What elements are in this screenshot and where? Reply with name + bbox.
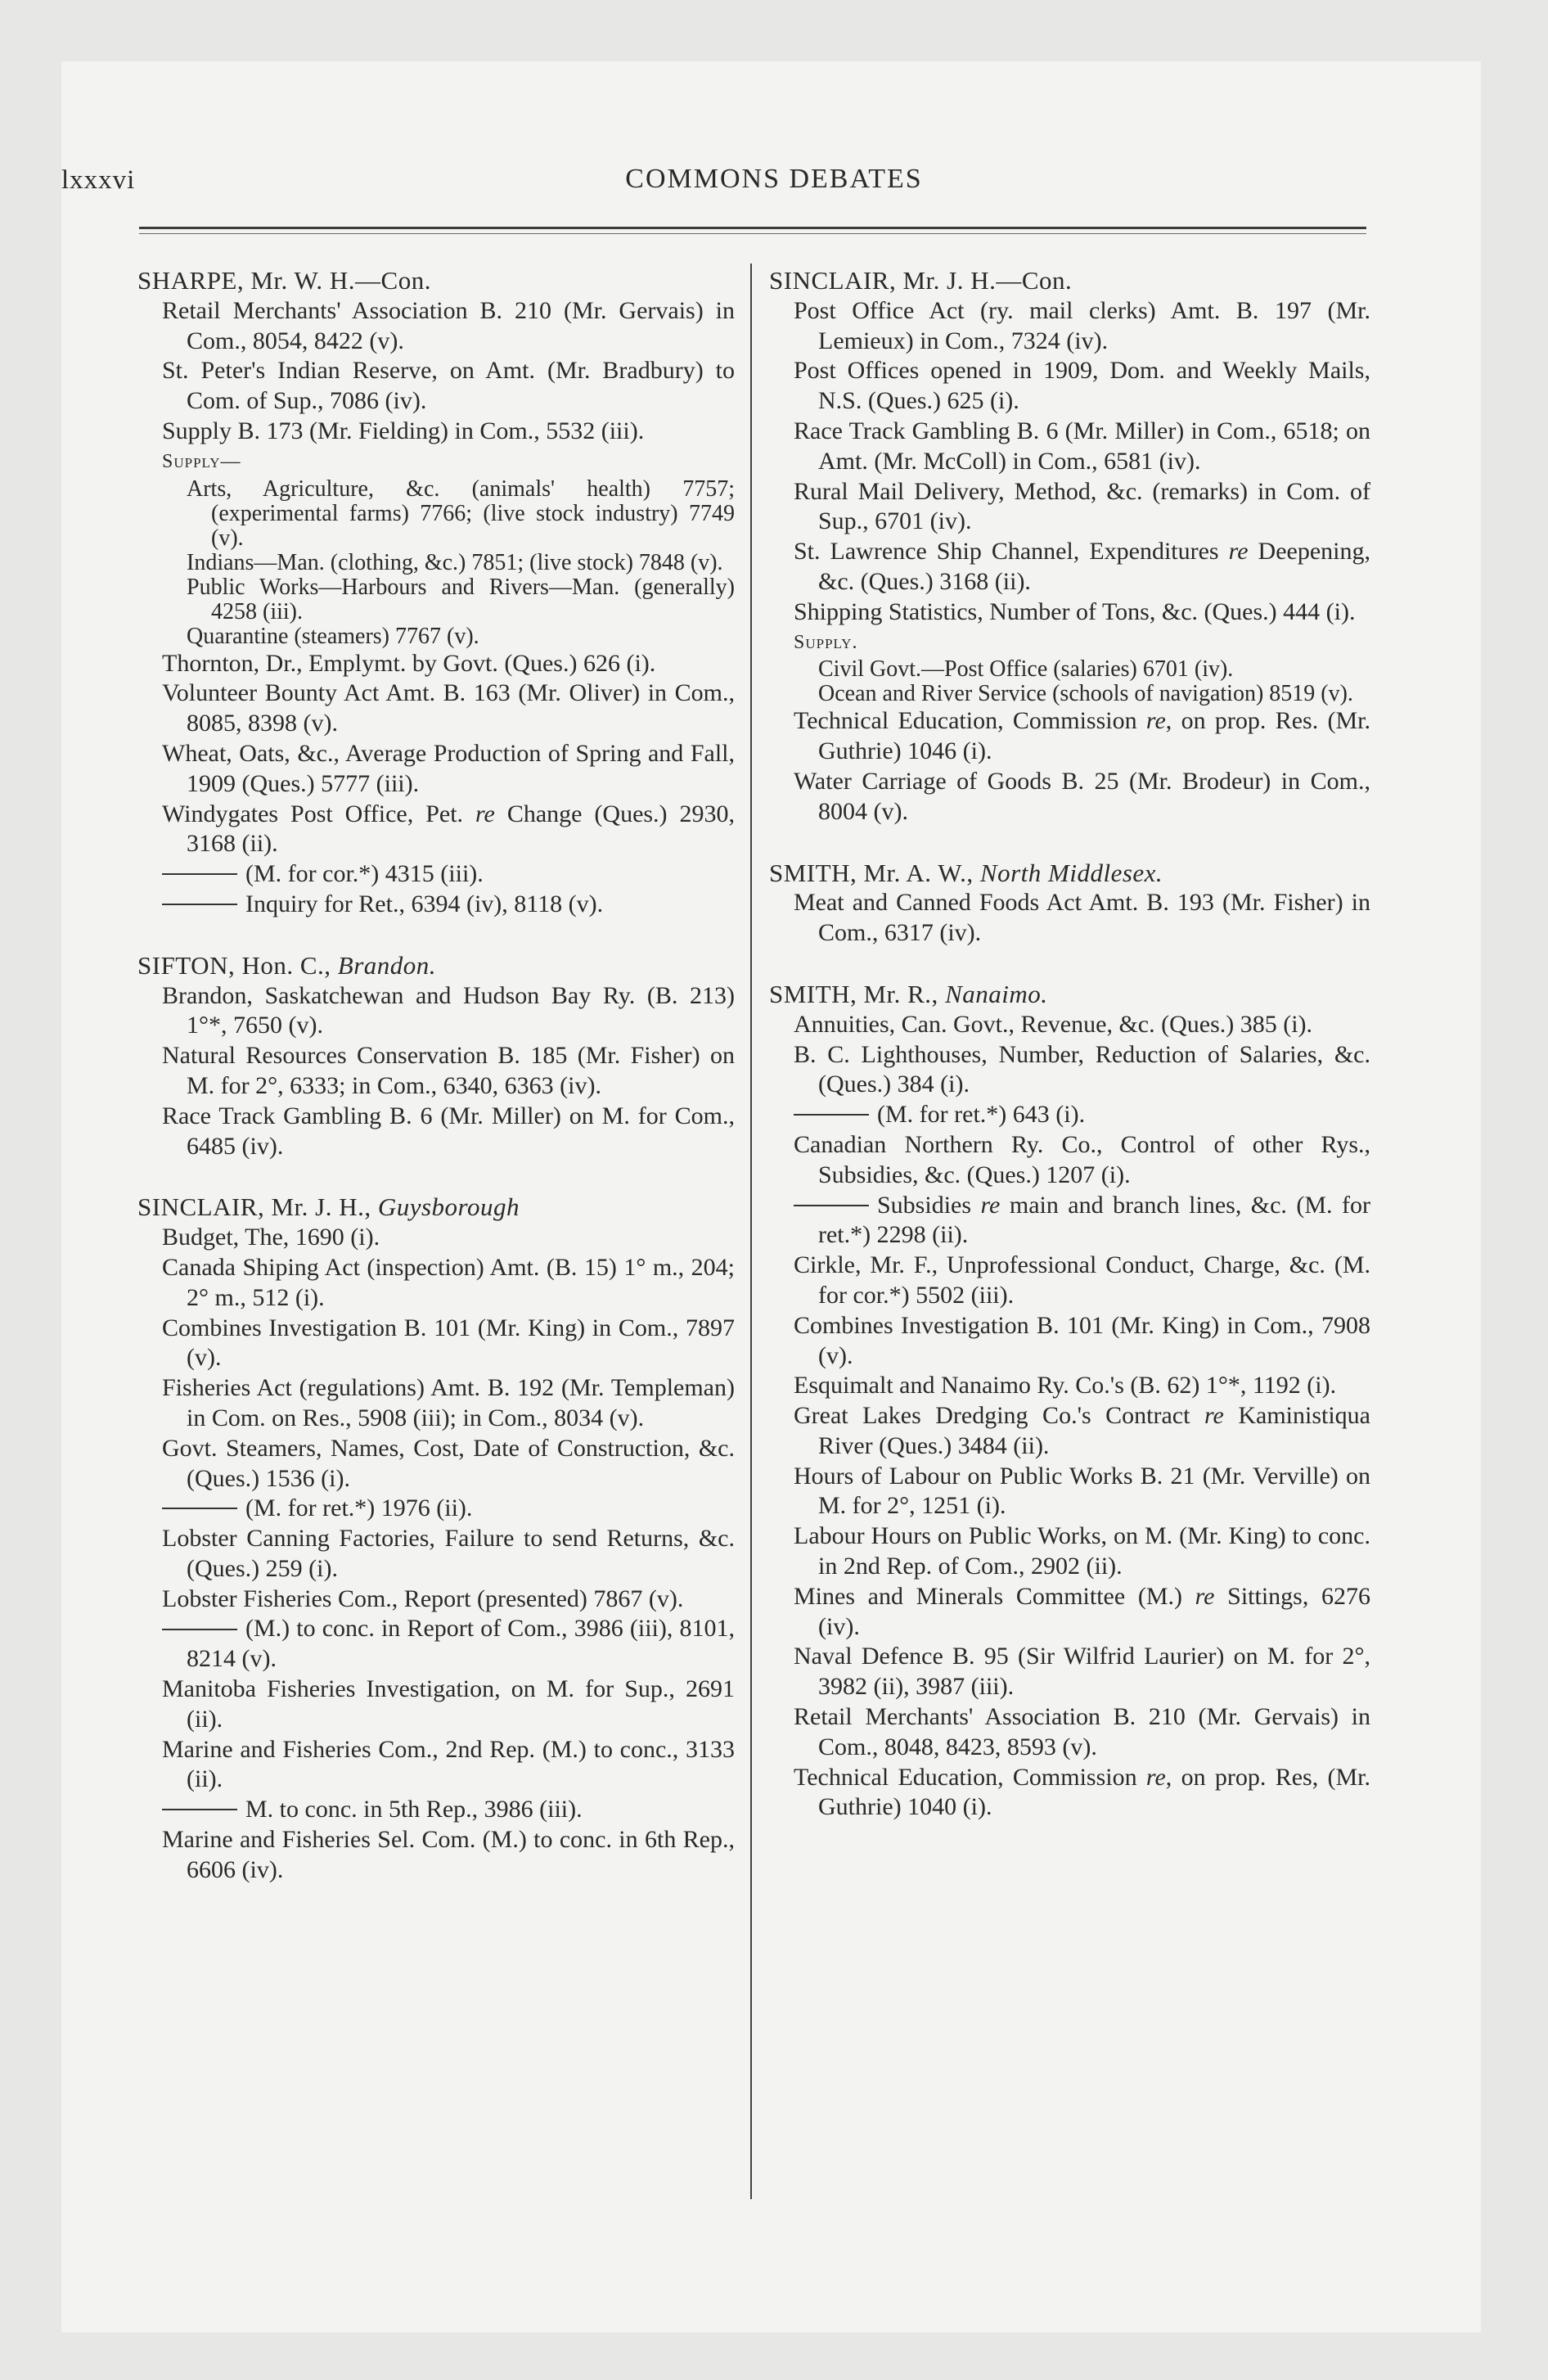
supply-entry: Public Works—Harbours and Rivers—Man. (generally) 4258 (iii). bbox=[187, 574, 735, 624]
entry-text: (M. for cor.*) 4315 (iii). bbox=[245, 860, 484, 888]
index-entry bbox=[162, 800, 735, 860]
index-entry bbox=[794, 706, 1370, 767]
index-entry: Labour Hours on Public Works, on M. (Mr. King) to conc. in 2nd Rep. of Com., 2902 (ii). bbox=[794, 1522, 1370, 1580]
entry-heading bbox=[769, 980, 1370, 1010]
running-title: COMMONS DEBATES bbox=[625, 164, 923, 194]
entry-text: Technical Education, Commission bbox=[794, 707, 1137, 735]
entry-text: , on prop. Res, (Mr. Guthrie) 1040 (i). bbox=[818, 1763, 1370, 1821]
index-entry: Brandon, Saskatchewan and Hudson Bay Ry. (B. 213) 1°*, 7650 (v). bbox=[162, 981, 735, 1039]
entry-text: Technical Education, Commission bbox=[794, 1763, 1137, 1791]
supply-entry: Ocean and River Service (schools of navigation) 8519 (v). bbox=[818, 681, 1353, 707]
index-entry bbox=[794, 1401, 1370, 1462]
entry-text: Sittings, 6276 (iv). bbox=[818, 1582, 1370, 1640]
index-entry: Manitoba Fisheries Investigation, on M. for Sup., 2691 (ii). bbox=[162, 1675, 735, 1733]
index-entry: Govt. Steamers, Names, Cost, Date of Construction, &c. (Ques.) 1536 (i). bbox=[162, 1434, 735, 1492]
index-entry: Natural Resources Conservation B. 185 (Mr. Fisher) on M. for 2°, 6333; in Com., 6340, 6363 (iv). bbox=[162, 1042, 735, 1099]
index-entry bbox=[794, 1100, 1370, 1130]
index-entry: Cirkle, Mr. F., Unprofessional Conduct, Charge, &c. (M. for cor.*) 5502 (iii). bbox=[794, 1251, 1370, 1309]
entry-text: Change (Ques.) 2930, 3168 (ii). bbox=[187, 800, 735, 858]
entry-text: Kaministiqua River (Ques.) 3484 (ii). bbox=[818, 1402, 1370, 1459]
index-entry: Race Track Gambling B. 6 (Mr. Miller) on M. for Com., 6485 (iv). bbox=[162, 1102, 735, 1160]
entry-re: re bbox=[1228, 538, 1249, 566]
index-entry: Budget, The, 1690 (i). bbox=[162, 1224, 380, 1251]
entry-heading: SINCLAIR, Mr. J. H.—Con. bbox=[769, 266, 1073, 295]
entry-heading bbox=[769, 859, 1370, 889]
ditto-dash bbox=[162, 873, 237, 875]
index-entry: Volunteer Bounty Act Amt. B. 163 (Mr. Oliver) in Com., 8085, 8398 (v). bbox=[162, 679, 735, 737]
member-name: SMITH, Mr. A. W., bbox=[769, 858, 974, 887]
index-entry: Combines Investigation B. 101 (Mr. King) in Com., 7897 (v). bbox=[162, 1314, 735, 1372]
index-entry bbox=[162, 1795, 735, 1825]
supply-entry: Quarantine (steamers) 7767 (v). bbox=[187, 623, 479, 649]
index-entry: Thornton, Dr., Emplymt. by Govt. (Ques.) 626 (i). bbox=[162, 649, 656, 677]
supply-label: Supply. bbox=[794, 631, 858, 653]
index-entry: Post Office Act (ry. mail clerks) Amt. B. 197 (Mr. Lemieux) in Com., 7324 (iv). bbox=[794, 296, 1370, 354]
entry-text: Mines and Minerals Committee (M.) bbox=[794, 1582, 1182, 1610]
ditto-dash bbox=[162, 1508, 237, 1509]
index-entry: Retail Merchants' Association B. 210 (Mr. Gervais) in Com., 8048, 8423, 8593 (v). bbox=[794, 1703, 1370, 1760]
index-entry bbox=[794, 537, 1370, 597]
index-entry bbox=[794, 1763, 1370, 1823]
index-entry: Wheat, Oats, &c., Average Production of Spring and Fall, 1909 (Ques.) 5777 (iii). bbox=[162, 739, 735, 797]
index-entry: Lobster Fisheries Com., Report (presented) 7867 (v). bbox=[162, 1584, 684, 1612]
index-entry: Marine and Fisheries Sel. Com. (M.) to conc. in 6th Rep., 6606 (iv). bbox=[162, 1826, 735, 1883]
entry-heading: SHARPE, Mr. W. H.—Con. bbox=[137, 266, 431, 295]
index-entry bbox=[162, 1614, 735, 1675]
column-divider bbox=[750, 264, 752, 2199]
constituency: Nanaimo. bbox=[945, 979, 1048, 1008]
entry-re: re bbox=[1145, 707, 1166, 735]
entry-text: M. to conc. in 5th Rep., 3986 (iii). bbox=[245, 1796, 583, 1823]
entry-re: re bbox=[1145, 1763, 1166, 1791]
supply-entry: Indians—Man. (clothing, &c.) 7851; (live stock) 7848 (v). bbox=[187, 549, 723, 575]
header-rule-thin bbox=[139, 233, 1366, 234]
entry-text: (M. for ret.*) 1976 (ii). bbox=[245, 1494, 473, 1522]
index-entry: Canada Shiping Act (inspection) Amt. (B. 15) 1° m., 204; 2° m., 512 (i). bbox=[162, 1253, 735, 1311]
header-rule bbox=[139, 227, 1366, 229]
constituency: Brandon. bbox=[337, 950, 437, 980]
index-entry bbox=[794, 1582, 1370, 1643]
index-entry: Marine and Fisheries Com., 2nd Rep. (M.) to conc., 3133 (ii). bbox=[162, 1735, 735, 1793]
entry-text: Subsidies bbox=[877, 1191, 972, 1219]
index-entry bbox=[162, 890, 735, 920]
ditto-dash bbox=[794, 1114, 869, 1116]
index-entry bbox=[162, 1494, 735, 1524]
index-entry: Water Carriage of Goods B. 25 (Mr. Brodeur) in Com., 8004 (v). bbox=[794, 767, 1370, 825]
index-entry: Shipping Statistics, Number of Tons, &c. (Ques.) 444 (i). bbox=[794, 597, 1356, 625]
index-entry: Supply B. 173 (Mr. Fielding) in Com., 5532 (iii). bbox=[162, 417, 645, 444]
entry-text: Windygates Post Office, Pet. bbox=[162, 800, 464, 827]
ditto-dash bbox=[794, 1205, 869, 1206]
constituency: Guysborough bbox=[377, 1192, 520, 1222]
index-entry: Fisheries Act (regulations) Amt. B. 192 (Mr. Templeman) in Com. on Res., 5908 (iii); in Com., 8034 (v). bbox=[162, 1374, 735, 1431]
index-entry: Combines Investigation B. 101 (Mr. King) in Com., 7908 (v). bbox=[794, 1311, 1370, 1369]
ditto-dash bbox=[162, 1629, 237, 1630]
entry-text: Great Lakes Dredging Co.'s Contract bbox=[794, 1402, 1190, 1430]
entry-re: re bbox=[1195, 1582, 1215, 1610]
member-name: SMITH, Mr. R., bbox=[769, 979, 938, 1008]
entry-text: Inquiry for Ret., 6394 (iv), 8118 (v). bbox=[245, 890, 604, 917]
index-entry: Race Track Gambling B. 6 (Mr. Miller) in Com., 6518; on Amt. (Mr. McColl) in Com., 6581 (iv). bbox=[794, 417, 1370, 475]
entry-re: re bbox=[1204, 1402, 1224, 1430]
right-column bbox=[769, 266, 1370, 1823]
entry-text: Deepening, &c. (Ques.) 3168 (ii). bbox=[818, 538, 1370, 595]
supply-entry: Arts, Agriculture, &c. (animals' health) 7757; (experimental farms) 7766; (live stock industry) 7749 (v). bbox=[187, 476, 735, 551]
entry-text: main and branch lines, &c. (M. for ret.*) 2298 (ii). bbox=[818, 1191, 1371, 1249]
left-column bbox=[137, 266, 735, 1886]
entry-re: re bbox=[980, 1191, 1001, 1219]
entry-heading bbox=[137, 951, 735, 981]
entry-heading bbox=[137, 1192, 735, 1223]
constituency: North Middlesex. bbox=[979, 858, 1163, 887]
index-entry: Post Offices opened in 1909, Dom. and Weekly Mails, N.S. (Ques.) 625 (i). bbox=[794, 357, 1370, 415]
member-name: SIFTON, Hon. C., bbox=[137, 950, 331, 980]
member-name: SINCLAIR, Mr. J. H., bbox=[137, 1192, 371, 1222]
entry-text: (M. for ret.*) 643 (i). bbox=[877, 1101, 1086, 1129]
entry-text: St. Lawrence Ship Channel, Expenditures bbox=[794, 538, 1219, 566]
index-entry bbox=[162, 859, 735, 890]
index-entry: B. C. Lighthouses, Number, Reduction of Salaries, &c. (Ques.) 384 (i). bbox=[794, 1040, 1370, 1098]
entry-re: re bbox=[475, 800, 495, 827]
supply-entry: Civil Govt.—Post Office (salaries) 6701 (iv). bbox=[818, 656, 1234, 683]
index-entry: Annuities, Can. Govt., Revenue, &c. (Ques.) 385 (i). bbox=[794, 1010, 1313, 1038]
index-entry: Canadian Northern Ry. Co., Control of other Rys., Subsidies, &c. (Ques.) 1207 (i). bbox=[794, 1130, 1370, 1188]
index-entry: Lobster Canning Factories, Failure to send Returns, &c. (Ques.) 259 (i). bbox=[162, 1525, 735, 1582]
page-folio: lxxxvi bbox=[61, 165, 136, 195]
supply-label: Supply— bbox=[162, 450, 241, 472]
index-entry: Rural Mail Delivery, Method, &c. (remarks) in Com. of Sup., 6701 (iv). bbox=[794, 477, 1370, 535]
index-entry: Hours of Labour on Public Works B. 21 (Mr. Verville) on M. for 2°, 1251 (i). bbox=[794, 1462, 1370, 1520]
ditto-dash bbox=[162, 1809, 237, 1810]
index-entry: Retail Merchants' Association B. 210 (Mr. Gervais) in Com., 8054, 8422 (v). bbox=[162, 296, 735, 354]
ditto-dash bbox=[162, 904, 237, 905]
index-entry: St. Peter's Indian Reserve, on Amt. (Mr. Bradbury) to Com. of Sup., 7086 (iv). bbox=[162, 357, 735, 415]
index-entry bbox=[794, 1191, 1370, 1251]
index-entry: Meat and Canned Foods Act Amt. B. 193 (Mr. Fisher) in Com., 6317 (iv). bbox=[794, 889, 1370, 947]
index-entry: Esquimalt and Nanaimo Ry. Co.'s (B. 62) 1°*, 1192 (i). bbox=[794, 1372, 1337, 1400]
entry-text: , on prop. Res. (Mr. Guthrie) 1046 (i). bbox=[818, 707, 1370, 765]
index-entry: Naval Defence B. 95 (Sir Wilfrid Laurier) on M. for 2°, 3982 (ii), 3987 (iii). bbox=[794, 1643, 1370, 1701]
entry-text: (M.) to conc. in Report of Com., 3986 (iii), 8101, 8214 (v). bbox=[187, 1615, 735, 1673]
